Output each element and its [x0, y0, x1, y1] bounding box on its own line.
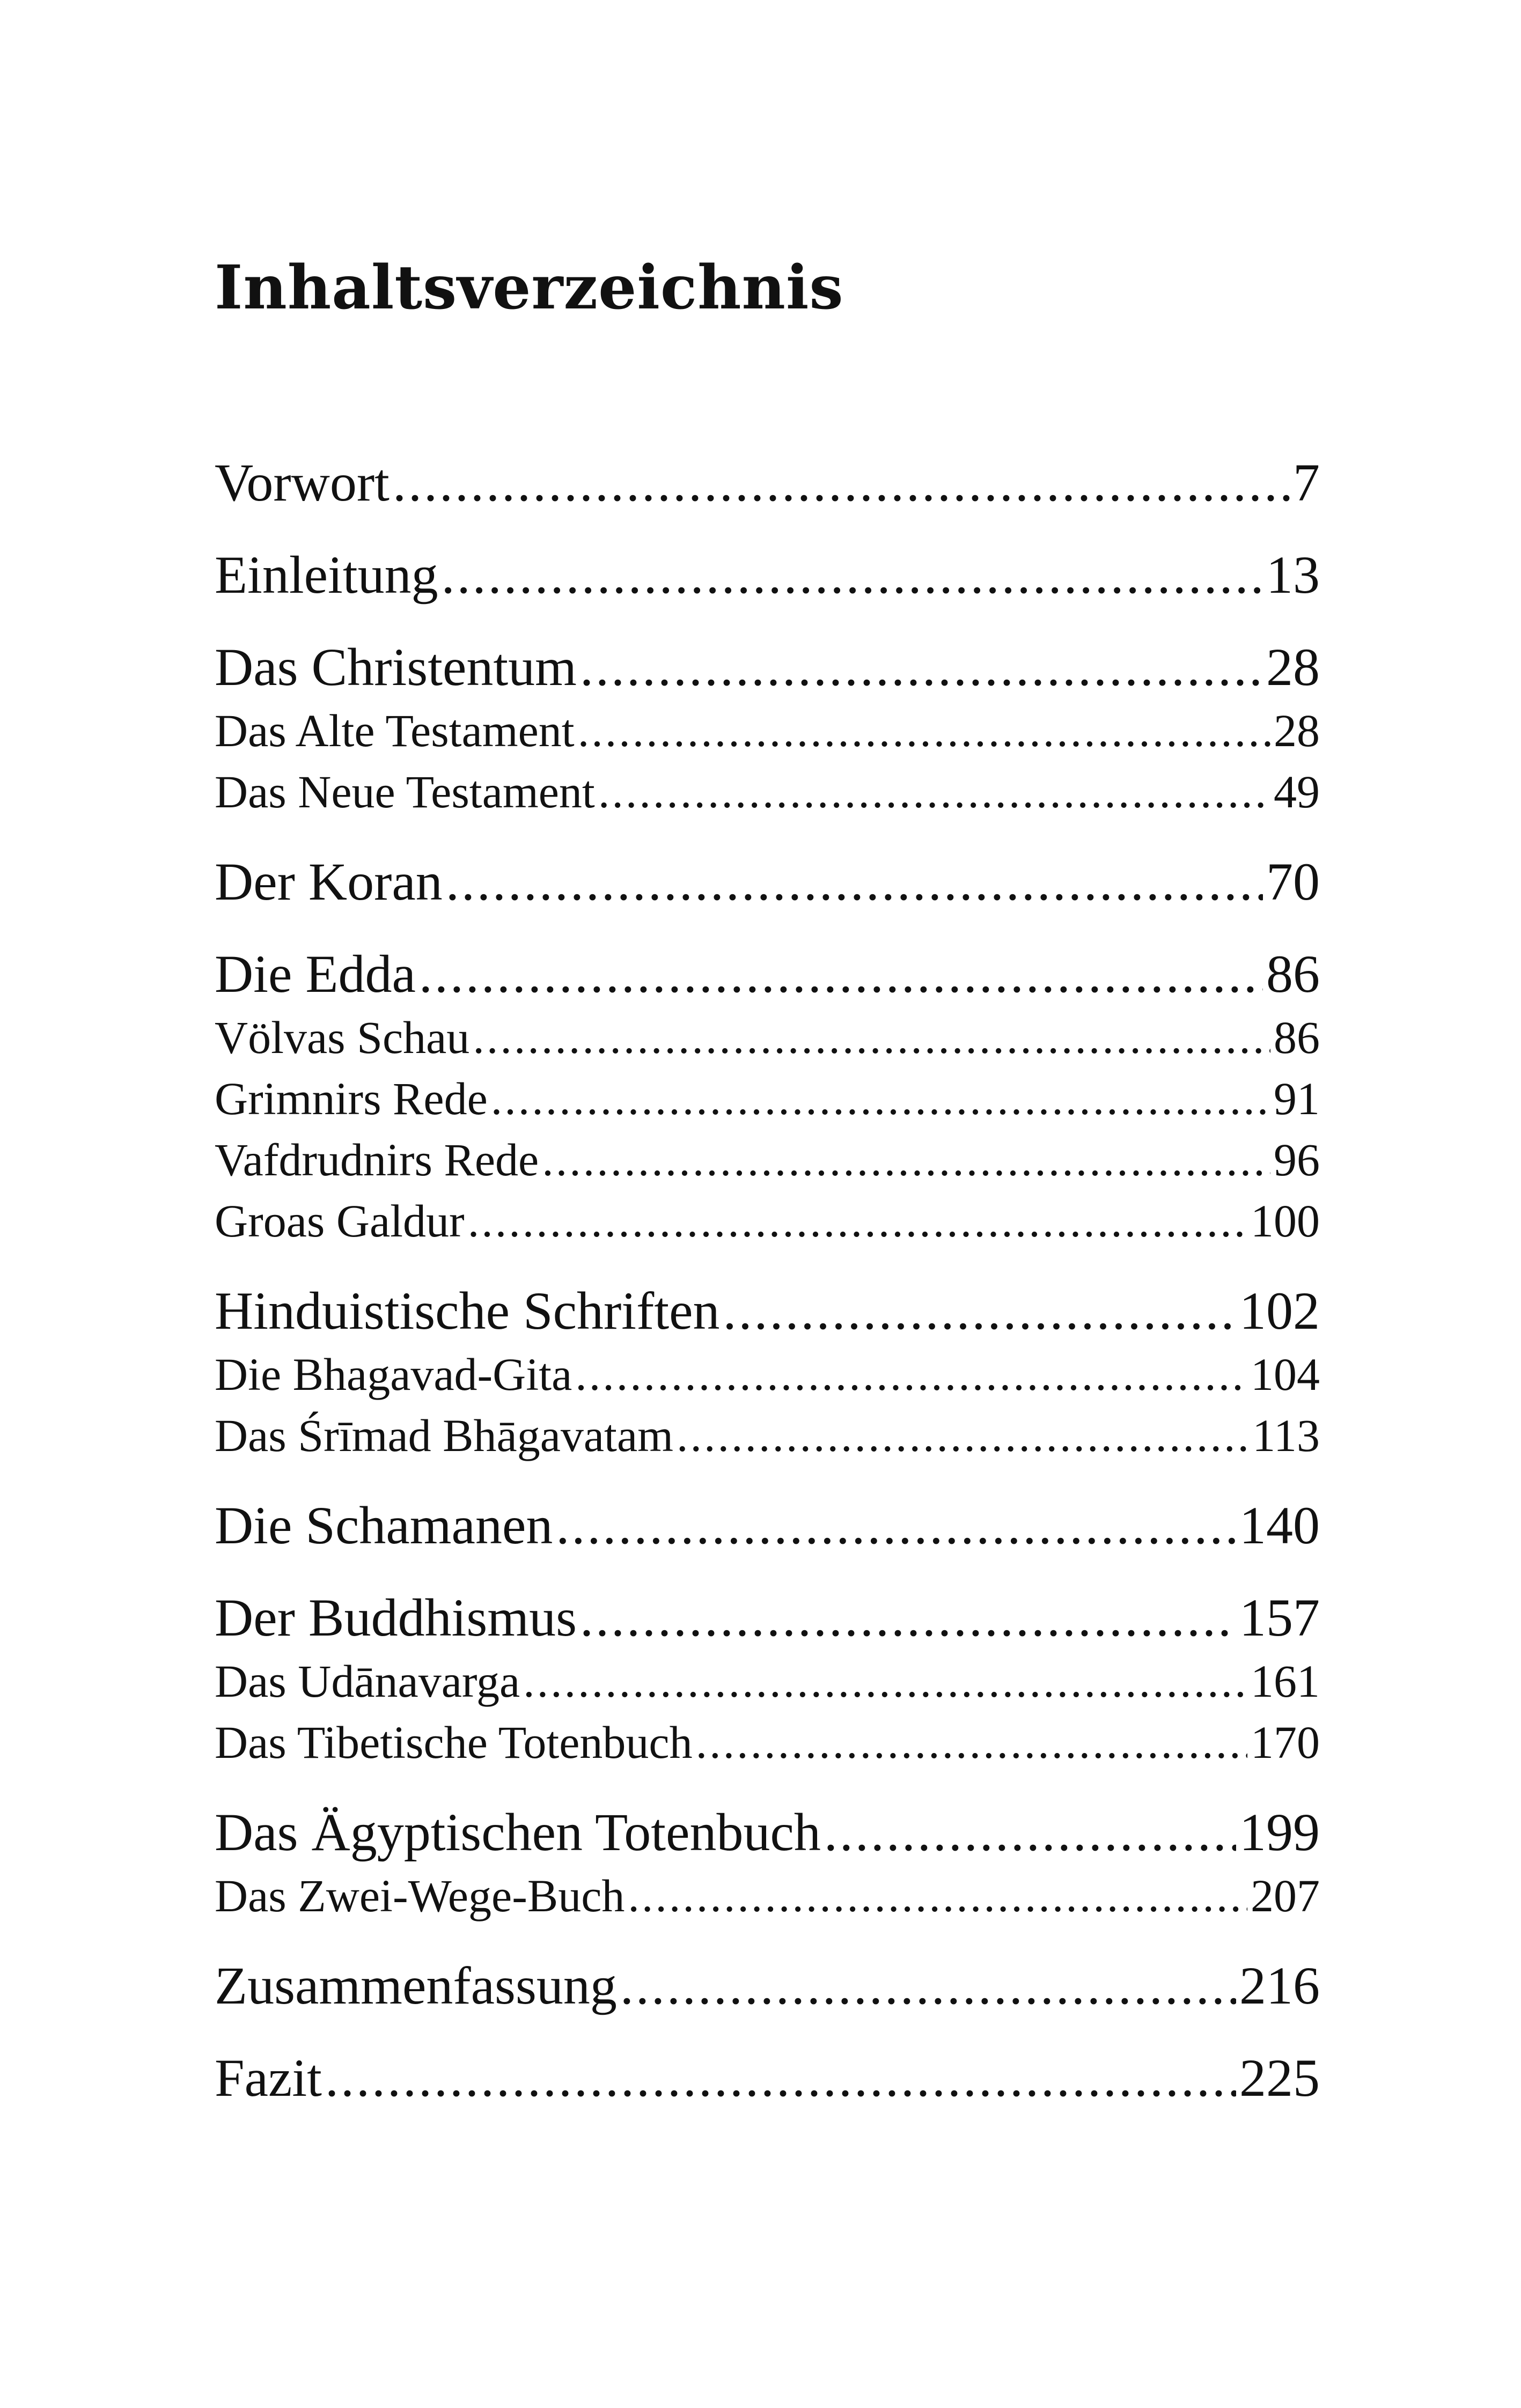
- toc-entry-page: 13: [1266, 545, 1320, 605]
- toc-entry-bhagavad-gita[interactable]: [215, 1346, 1320, 1402]
- toc-entry-title: Die Edda: [215, 944, 416, 1004]
- toc-entry-srimad-bhagavatam[interactable]: [215, 1408, 1320, 1463]
- toc-entry-page: 70: [1266, 852, 1320, 911]
- toc-dot-leader: [473, 1010, 1270, 1065]
- page-title: Inhaltsverzeichnis: [215, 253, 844, 323]
- toc-entry-neue-testament[interactable]: [215, 764, 1320, 820]
- toc-entry-title: Das Christentum: [215, 637, 577, 697]
- toc-entry-title: Das Śrīmad Bhāgavatam: [215, 1410, 674, 1461]
- toc-entry-groas-galdur[interactable]: [215, 1193, 1320, 1249]
- toc-entry-title: Das Zwei-Wege-Buch: [215, 1870, 625, 1921]
- toc-entry-page: 140: [1239, 1496, 1320, 1555]
- toc-entry-title: Das Alte Testament: [215, 705, 575, 756]
- toc-entry-einleitung[interactable]: [215, 543, 1320, 607]
- toc-entry-page: 207: [1251, 1870, 1320, 1921]
- toc-dot-leader: [824, 1800, 1236, 1865]
- toc-entry-page: 96: [1274, 1134, 1320, 1185]
- toc-dot-leader: [446, 850, 1263, 914]
- toc-entry-christentum[interactable]: [215, 635, 1320, 699]
- toc-dot-leader: [620, 1954, 1236, 2018]
- toc-entry-title: Vafdrudnirs Rede: [215, 1134, 539, 1185]
- toc-entry-page: 86: [1266, 944, 1320, 1004]
- toc-entry-page: 199: [1239, 1802, 1320, 1862]
- toc-entry-fazit[interactable]: [215, 2046, 1320, 2110]
- toc-entry-title: Fazit: [215, 2048, 322, 2108]
- toc-dot-leader: [393, 451, 1290, 515]
- toc-dot-leader: [491, 1071, 1270, 1126]
- toc-entry-page: 28: [1266, 637, 1320, 697]
- toc-entry-udanavarga[interactable]: [215, 1653, 1320, 1709]
- toc-entry-koran[interactable]: [215, 850, 1320, 914]
- toc-entry-page: 113: [1252, 1410, 1320, 1461]
- toc-entry-title: Einleitung: [215, 545, 438, 605]
- toc-dot-leader: [575, 1346, 1247, 1402]
- toc-entry-title: Zusammenfassung: [215, 1956, 617, 2015]
- toc-dot-leader: [556, 1493, 1236, 1558]
- toc-entry-page: 157: [1239, 1588, 1320, 1647]
- toc-dot-leader: [578, 703, 1270, 759]
- toc-entry-voelvas-schau[interactable]: [215, 1010, 1320, 1065]
- toc-entry-vorwort[interactable]: [215, 451, 1320, 515]
- toc-entry-page: 161: [1251, 1655, 1320, 1707]
- toc-entry-title: Der Koran: [215, 852, 443, 911]
- toc-dot-leader: [677, 1408, 1249, 1463]
- toc-entry-page: 100: [1251, 1195, 1320, 1247]
- toc-entry-edda[interactable]: [215, 942, 1320, 1006]
- toc-entry-title: Das Tibetische Totenbuch: [215, 1717, 693, 1768]
- toc-dot-leader: [696, 1714, 1247, 1770]
- toc-entry-title: Die Bhagavad-Gita: [215, 1349, 572, 1400]
- toc-entry-title: Der Buddhismus: [215, 1588, 577, 1647]
- toc-entry-title: Die Schamanen: [215, 1496, 553, 1555]
- toc-entry-page: 49: [1274, 766, 1320, 818]
- toc-page: [215, 0, 1320, 2408]
- toc-entry-page: 170: [1251, 1717, 1320, 1768]
- toc-entry-page: 28: [1274, 705, 1320, 756]
- toc-entry-page: 7: [1293, 453, 1320, 512]
- toc-entry-hinduistische-schriften[interactable]: [215, 1279, 1320, 1343]
- toc-entry-tibetische-totenbuch[interactable]: [215, 1714, 1320, 1770]
- toc-entry-buddhismus[interactable]: [215, 1586, 1320, 1650]
- toc-dot-leader: [580, 1586, 1236, 1650]
- toc-dot-leader: [419, 942, 1263, 1006]
- toc-entry-title: Vorwort: [215, 453, 390, 512]
- toc-dot-leader: [523, 1653, 1247, 1709]
- toc-entry-title: Das Neue Testament: [215, 766, 595, 818]
- toc-entry-alte-testament[interactable]: [215, 703, 1320, 759]
- toc-entry-zusammenfassung[interactable]: [215, 1954, 1320, 2018]
- toc-dot-leader: [542, 1132, 1270, 1188]
- toc-dot-leader: [468, 1193, 1247, 1249]
- toc-entry-title: Hinduistische Schriften: [215, 1281, 720, 1341]
- toc-dot-leader: [598, 764, 1270, 820]
- toc-entry-grimnirs-rede[interactable]: [215, 1071, 1320, 1126]
- toc-entry-title: Das Ägyptischen Totenbuch: [215, 1802, 821, 1862]
- toc-dot-leader: [325, 2046, 1236, 2110]
- toc-dot-leader: [580, 635, 1263, 699]
- toc-dot-leader: [442, 543, 1263, 607]
- toc-entry-page: 86: [1274, 1012, 1320, 1063]
- toc-entry-title: Das Udānavarga: [215, 1655, 520, 1707]
- toc-entry-page: 91: [1274, 1073, 1320, 1124]
- toc-entry-title: Völvas Schau: [215, 1012, 470, 1063]
- toc-entry-vafdrudnirs-rede[interactable]: [215, 1132, 1320, 1188]
- toc-entry-zwei-wege-buch[interactable]: [215, 1868, 1320, 1924]
- toc-entry-aegyptischen-totenbuch[interactable]: [215, 1800, 1320, 1865]
- toc-dot-leader: [628, 1868, 1247, 1924]
- toc-dot-leader: [723, 1279, 1236, 1343]
- toc-entry-page: 102: [1239, 1281, 1320, 1341]
- toc-entry-title: Groas Galdur: [215, 1195, 465, 1247]
- toc-entry-schamanen[interactable]: [215, 1493, 1320, 1558]
- toc-entry-page: 216: [1239, 1956, 1320, 2015]
- toc-entry-page: 225: [1239, 2048, 1320, 2108]
- toc-entry-title: Grimnirs Rede: [215, 1073, 488, 1124]
- toc-entry-page: 104: [1251, 1349, 1320, 1400]
